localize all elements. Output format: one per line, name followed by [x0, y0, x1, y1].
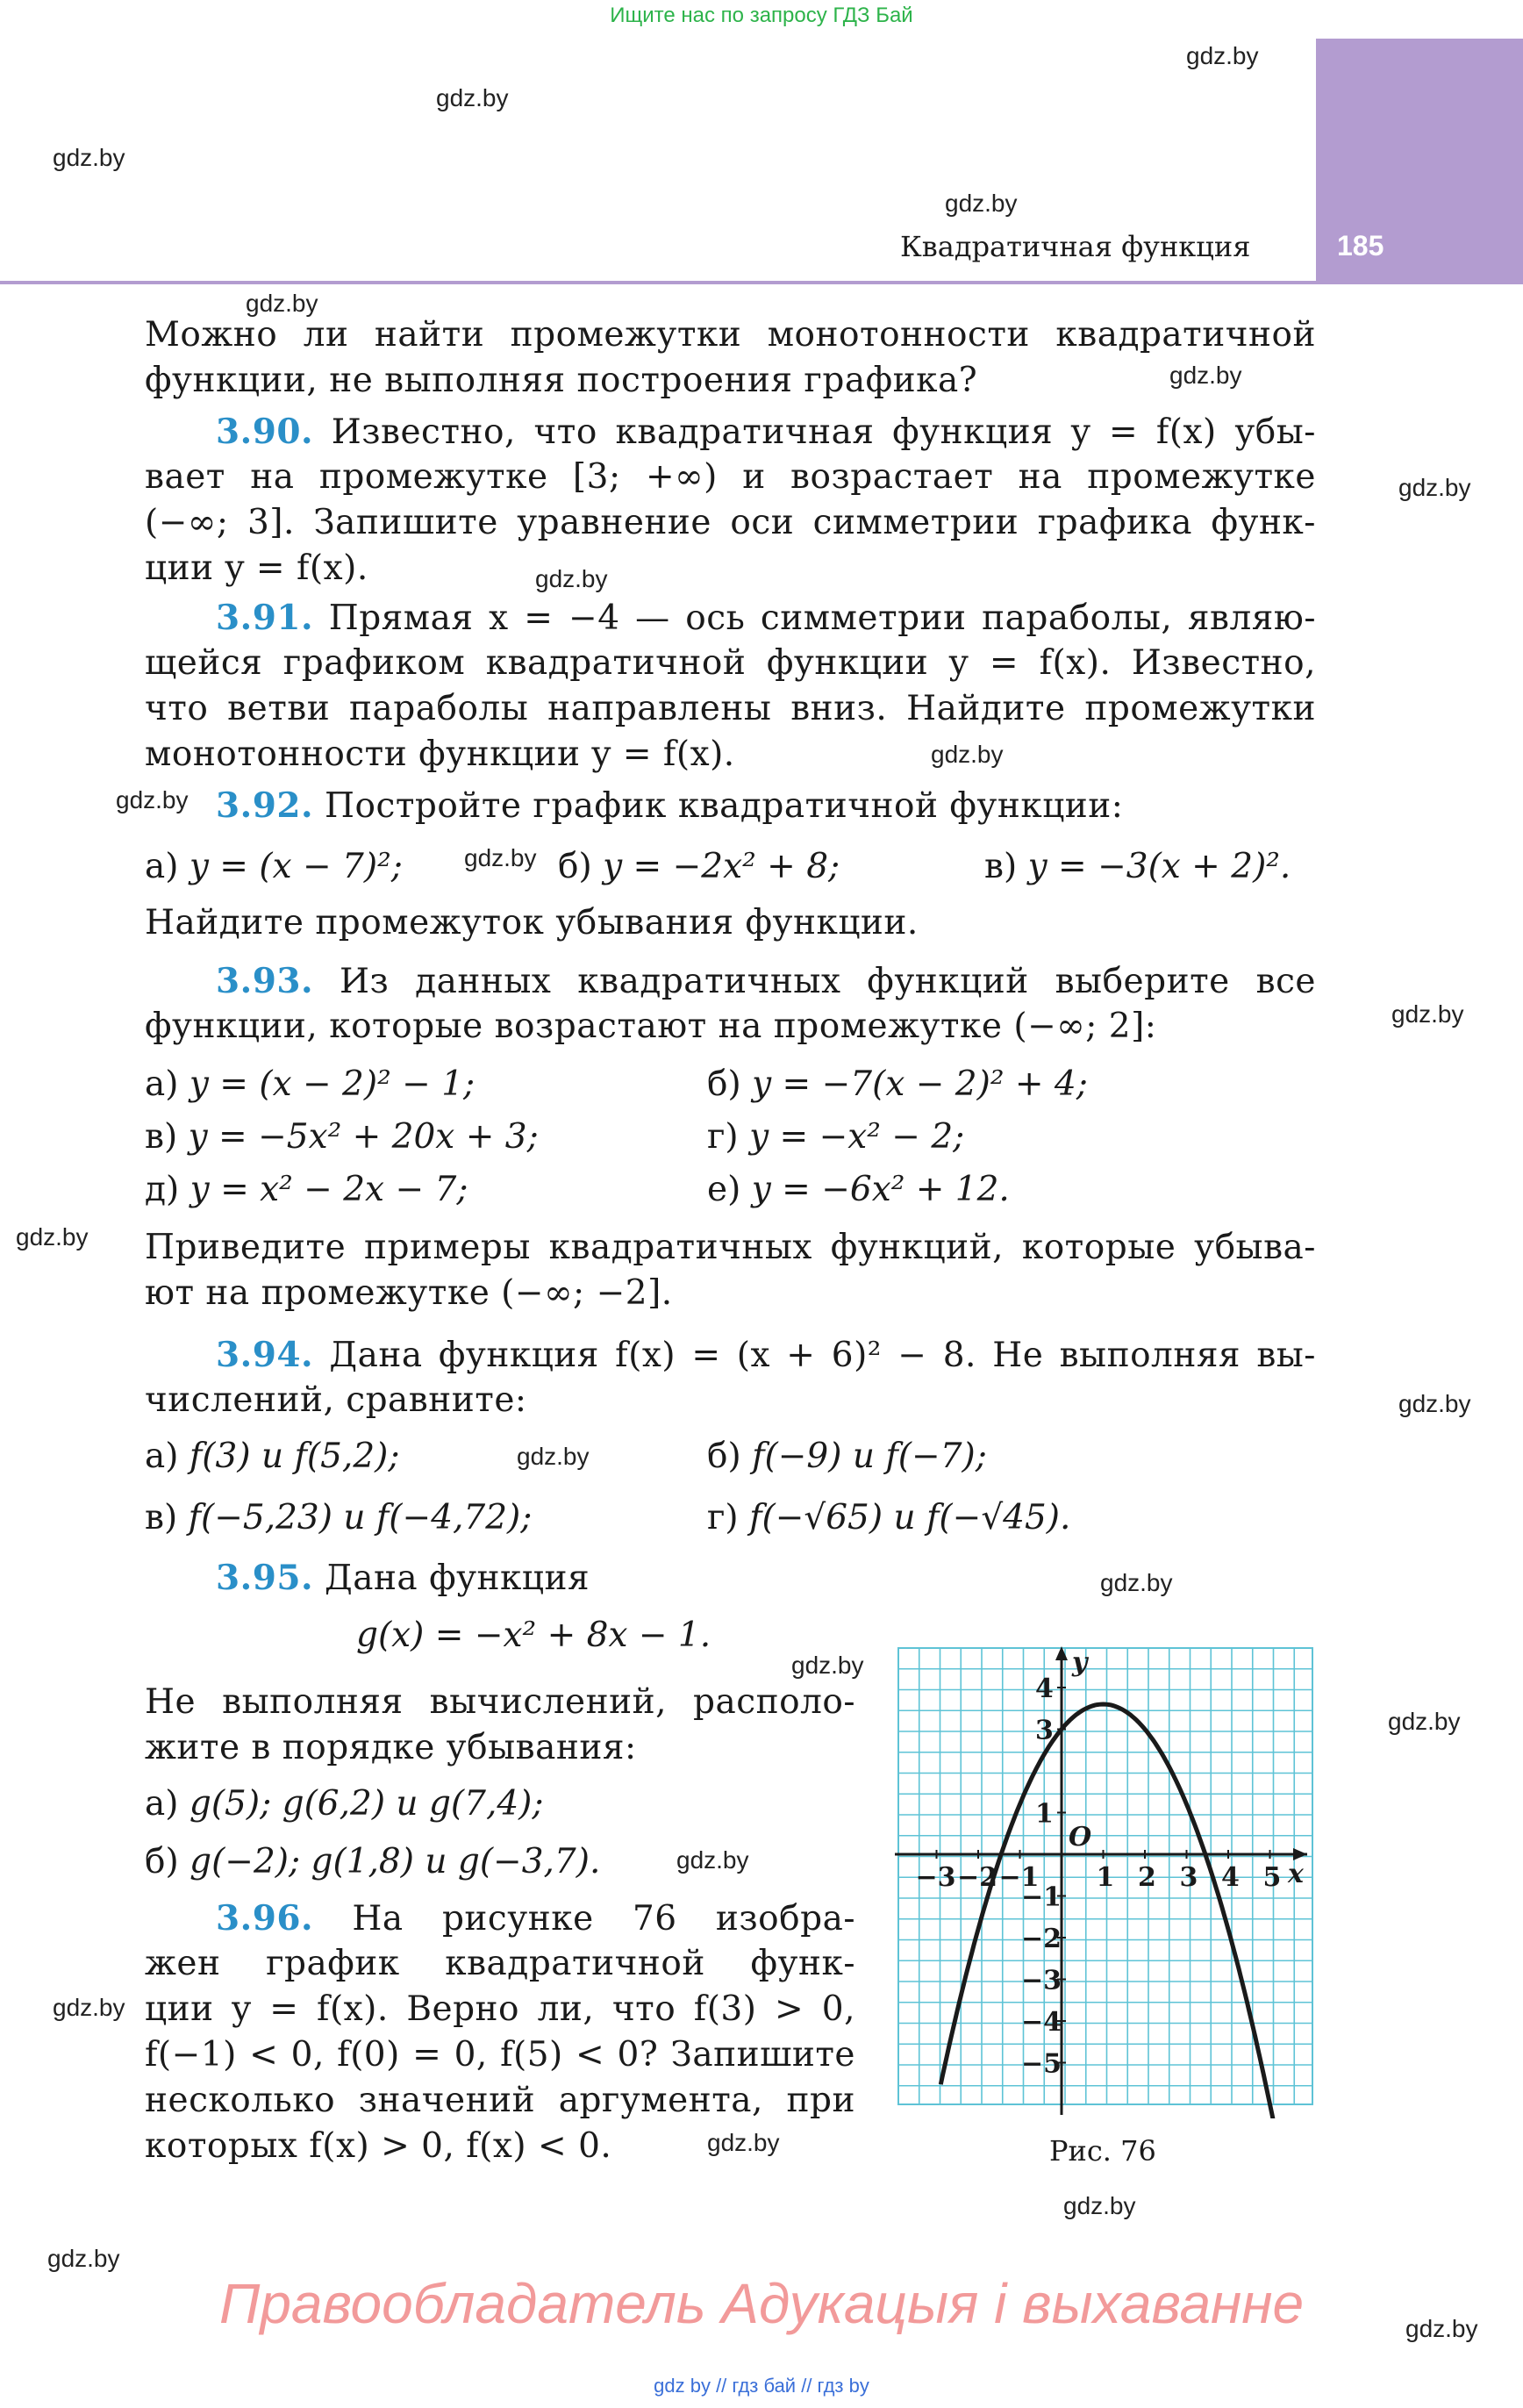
- problem-text: ют на промежутке (−∞; −2].: [145, 1273, 673, 1313]
- watermark: gdz.by: [16, 1223, 89, 1251]
- x-tick-label: 5: [1262, 1862, 1282, 1893]
- problem-text: (−∞; 3]. Запишите уравнение оси симметрии графика функ-: [145, 503, 1316, 542]
- x-tick-label: −1: [998, 1862, 1040, 1893]
- x-tick-label: 1: [1096, 1862, 1115, 1893]
- footer-brand: Правообладатель Адукацыя і выхаванне: [218, 2272, 1305, 2335]
- item-g: г) y = −x² − 2;: [707, 1117, 965, 1157]
- watermark: gdz.by: [1398, 474, 1471, 501]
- y-tick-label: 3: [1035, 1715, 1054, 1746]
- problem-text: Дана функция f(x) = (x + 6)² − 8. Не выполняя вы-: [329, 1336, 1316, 1375]
- problem-text: Постройте график квадратичной функции:: [324, 786, 1124, 826]
- item-a: а) f(3) и f(5,2);: [145, 1437, 400, 1476]
- item-a: а) g(5); g(6,2) и g(7,4);: [145, 1784, 544, 1824]
- bottom-links[interactable]: gdz by // гдз бай // гдз by: [654, 2375, 869, 2397]
- problem-text: которых f(x) > 0, f(x) < 0.: [145, 2126, 612, 2166]
- problem-text: жен график квадратичной функ-: [145, 1944, 855, 1983]
- formula-g: g(x) = −x² + 8x − 1.: [356, 1616, 711, 1655]
- y-tick-label: −3: [1021, 1965, 1062, 1996]
- problem-text: Приведите примеры квадратичных функций, которые убыва-: [145, 1228, 1316, 1267]
- watermark: gdz.by: [246, 290, 318, 317]
- y-axis-label: y: [1072, 1647, 1088, 1678]
- watermark: gdz.by: [791, 1652, 864, 1679]
- problem-text: Известно, что квадратичная функция y = f(x) убы-: [331, 412, 1316, 452]
- item-v: в) y = −5x² + 20x + 3;: [145, 1117, 539, 1157]
- problem-number: 3.94.: [216, 1335, 314, 1375]
- page-number: 185: [1337, 230, 1384, 262]
- problem-text: Найдите промежуток убывания функции.: [145, 903, 919, 942]
- watermark: gdz.by: [53, 1994, 125, 2021]
- problem-3-92-first-line: [216, 783, 1387, 829]
- watermark: gdz.by: [1186, 42, 1259, 69]
- watermark: gdz.by: [945, 190, 1018, 217]
- problem-number: 3.95.: [216, 1558, 314, 1598]
- origin-label: O: [1069, 1822, 1092, 1853]
- x-tick-label: −2: [957, 1862, 998, 1893]
- problem-number: 3.96.: [216, 1898, 314, 1939]
- watermark: gdz.by: [931, 741, 1004, 768]
- y-tick-label: 1: [1035, 1798, 1054, 1830]
- header-rule: [0, 281, 1523, 284]
- problem-text: ции y = f(x). Верно ли, что f(3) > 0,: [145, 1989, 855, 2029]
- item-b: б) f(−9) и f(−7);: [707, 1437, 987, 1476]
- problem-3-93-first-line: [216, 958, 1316, 1005]
- x-axis-label: x: [1288, 1859, 1304, 1889]
- problem-text: Из данных квадратичных функций выберите все: [339, 962, 1316, 1001]
- x-tick-label: 2: [1138, 1862, 1156, 1893]
- item-d: д) y = x² − 2x − 7;: [145, 1170, 468, 1209]
- problem-text: Прямая x = −4 — ось симметрии параболы, являю-: [328, 598, 1316, 638]
- problem-3-95-first-line: [216, 1555, 1387, 1602]
- problem-3-91-first-line: [216, 595, 1316, 641]
- watermark: gdz.by: [1063, 2192, 1136, 2219]
- axis-labels: [916, 1647, 1305, 2080]
- problem-text: функции, которые возрастают на промежутке (−∞; 2]:: [145, 1007, 1157, 1046]
- item-g: г) f(−√65) и f(−√45).: [707, 1498, 1071, 1537]
- watermark: gdz.by: [116, 786, 189, 813]
- watermark: gdz.by: [53, 144, 125, 171]
- y-tick-label: −5: [1021, 2048, 1062, 2080]
- problem-text: что ветви параболы направлены вниз. Найдите промежутки: [145, 689, 1316, 728]
- watermark: gdz.by: [1388, 1708, 1461, 1735]
- watermark: gdz.by: [1398, 1390, 1471, 1417]
- problem-text: ции y = f(x).: [145, 548, 368, 588]
- watermark: gdz.by: [1100, 1569, 1173, 1596]
- watermark: gdz.by: [464, 844, 537, 871]
- item-v: в) f(−5,23) и f(−4,72);: [145, 1498, 533, 1537]
- item-b: б) g(−2); g(1,8) и g(−3,7).: [145, 1842, 601, 1881]
- item-b: б) y = −2x² + 8;: [558, 847, 840, 886]
- running-title: Квадратичная функция: [900, 230, 1251, 263]
- item-a: а) y = (x − 2)² − 1;: [145, 1064, 475, 1104]
- problem-number: 3.92.: [216, 785, 314, 826]
- watermark: gdz.by: [1405, 2315, 1478, 2342]
- y-tick-label: −4: [1021, 2007, 1062, 2038]
- watermark: gdz.by: [1169, 362, 1242, 389]
- problem-number: 3.91.: [216, 598, 314, 638]
- problem-3-96-first-line: [216, 1896, 855, 1942]
- problem-3-90-first-line: [216, 409, 1316, 455]
- watermark: gdz.by: [707, 2129, 780, 2156]
- problem-number: 3.90.: [216, 412, 314, 452]
- problem-text: Дана функция: [324, 1559, 590, 1598]
- intro-line: Можно ли найти промежутки монотонности квадратичной: [145, 315, 1316, 355]
- problem-text: Не выполняя вычислений, располо-: [145, 1682, 855, 1722]
- figure-76-graph: [895, 1645, 1316, 2118]
- problem-3-94-first-line: [216, 1332, 1316, 1379]
- problem-number: 3.93.: [216, 961, 314, 1001]
- x-tick-label: 4: [1221, 1862, 1240, 1893]
- watermark: gdz.by: [436, 84, 509, 111]
- problem-text: f(−1) < 0, f(0) = 0, f(5) < 0? Запишите: [145, 2035, 855, 2075]
- top-banner[interactable]: Ищите нас по запросу ГДЗ Бай: [610, 4, 913, 27]
- y-tick-label: 4: [1035, 1673, 1054, 1704]
- watermark: gdz.by: [47, 2245, 120, 2272]
- item-b: б) y = −7(x − 2)² + 4;: [707, 1064, 1088, 1104]
- y-tick-label: −2: [1021, 1924, 1062, 1954]
- watermark: gdz.by: [1391, 1000, 1464, 1028]
- item-v: в) y = −3(x + 2)².: [984, 847, 1291, 886]
- watermark: gdz.by: [517, 1443, 590, 1470]
- problem-text: несколько значений аргумента, при: [145, 2081, 855, 2120]
- y-tick-label: −1: [1021, 1881, 1062, 1913]
- problem-text: числений, сравните:: [145, 1380, 527, 1420]
- x-tick-label: −3: [915, 1862, 956, 1893]
- problem-text: На рисунке 76 изобра-: [352, 1899, 855, 1939]
- intro-line: функции, не выполняя построения графика?: [145, 361, 978, 400]
- item-e: е) y = −6x² + 12.: [707, 1170, 1010, 1209]
- watermark: gdz.by: [535, 565, 608, 592]
- problem-text: жите в порядке убывания:: [145, 1728, 637, 1767]
- x-tick-label: 3: [1179, 1862, 1198, 1893]
- problem-text: вает на промежутке [3; +∞) и возрастает на промежутке: [145, 457, 1316, 497]
- watermark: gdz.by: [676, 1846, 749, 1874]
- figure-caption: Рис. 76: [1049, 2134, 1156, 2168]
- problem-text: щейся графиком квадратичной функции y = f(x). Известно,: [145, 643, 1316, 683]
- problem-text: монотонности функции y = f(x).: [145, 735, 735, 774]
- item-a: а) y = (x − 7)²;: [145, 847, 403, 886]
